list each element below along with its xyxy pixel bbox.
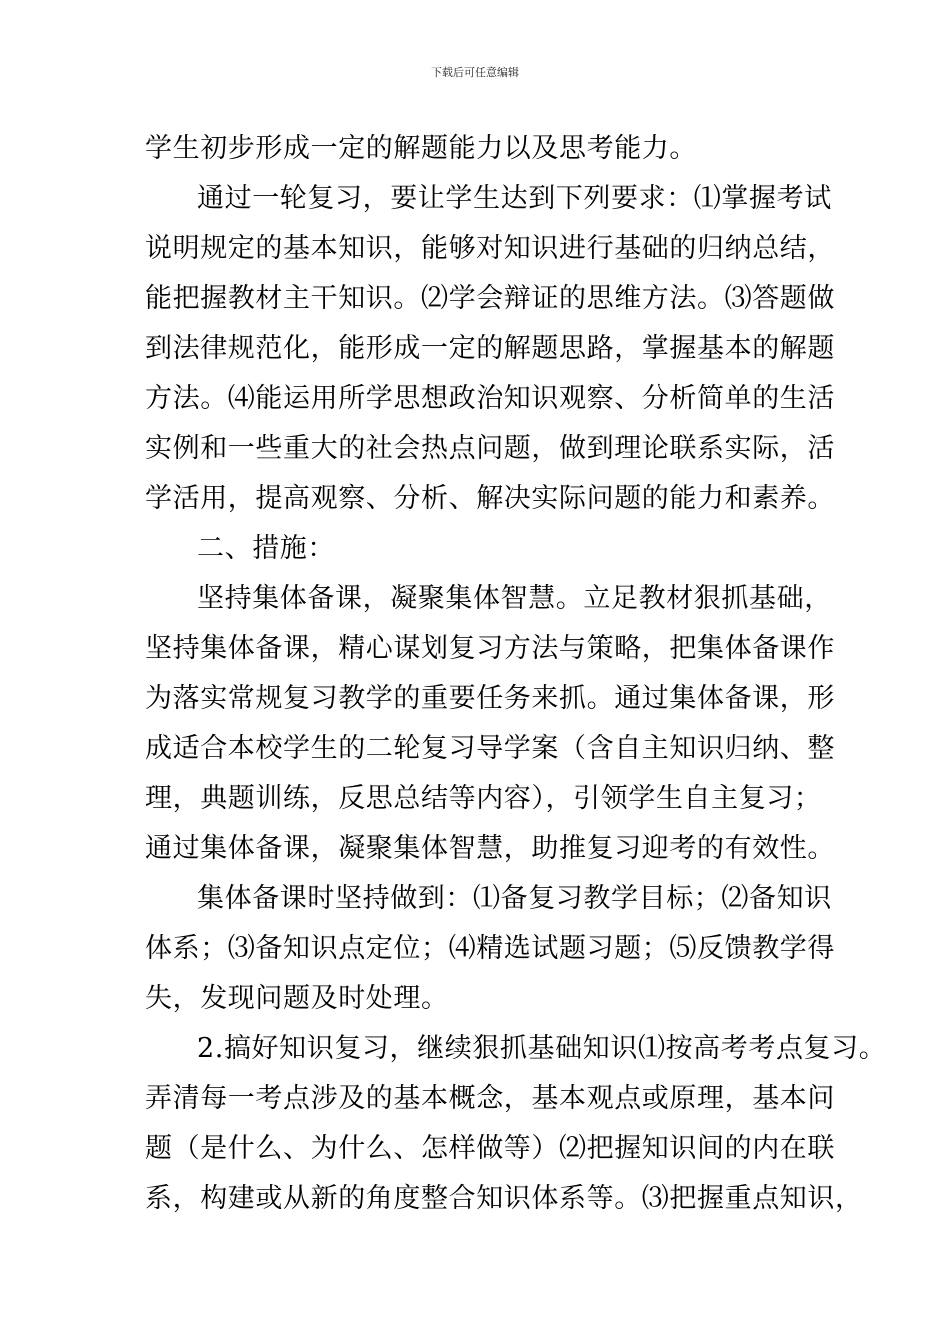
text-line: 为落实常规复习教学的重要任务来抓。通过集体备课，形 xyxy=(145,683,835,714)
text-line: 到法律规范化，能形成一定的解题思路，掌握基本的解题 xyxy=(145,333,835,364)
text-line: 系，构建或从新的角度整合知识体系等。⑶把握重点知识， xyxy=(145,1183,863,1214)
page-header: 下载后可任意编辑 xyxy=(431,66,519,79)
text-line: 成适合本校学生的二轮复习导学案（含自主知识归纳、整 xyxy=(145,733,835,764)
paragraph-first-line: 通过一轮复习，要让学生达到下列要求：⑴掌握考试 xyxy=(197,183,832,214)
text-line: 实例和一些重大的社会热点问题，做到理论联系实际，活 xyxy=(145,433,835,464)
section-heading: 二、措施： xyxy=(197,533,335,564)
text-line: 方法。⑷能运用所学思想政治知识观察、分析简单的生活 xyxy=(145,383,835,414)
paragraph-first-line: 坚持集体备课，凝聚集体智慧。立足教材狠抓基础， xyxy=(197,583,832,614)
text-line: 理，典题训练，反思总结等内容），引领学生自主复习； xyxy=(145,783,822,814)
text-line: 学生初步形成一定的解题能力以及思考能力。 xyxy=(145,133,697,164)
paragraph-first-line: 2.搞好知识复习，继续狠抓基础知识⑴按高考考点复习。 xyxy=(197,1033,887,1064)
text-line: 通过集体备课，凝聚集体智慧，助推复习迎考的有效性。 xyxy=(145,833,835,864)
text-line: 体系；⑶备知识点定位；⑷精选试题习题；⑸反馈教学得 xyxy=(145,933,835,964)
paragraph-first-line: 集体备课时坚持做到：⑴备复习教学目标；⑵备知识 xyxy=(197,883,832,914)
text-line: 坚持集体备课，精心谋划复习方法与策略，把集体备课作 xyxy=(145,633,835,664)
text-line: 学活用，提高观察、分析、解决实际问题的能力和素养。 xyxy=(145,483,835,514)
text-line: 失，发现问题及时处理。 xyxy=(145,983,449,1014)
text-line: 能把握教材主干知识。⑵学会辩证的思维方法。⑶答题做 xyxy=(145,283,835,314)
text-line: 题（是什么、为什么、怎样做等）⑵把握知识间的内在联 xyxy=(145,1133,835,1164)
text-line: 说明规定的基本知识，能够对知识进行基础的归纳总结， xyxy=(145,233,835,264)
text-line: 弄清每一考点涉及的基本概念，基本观点或原理，基本问 xyxy=(145,1083,835,1114)
